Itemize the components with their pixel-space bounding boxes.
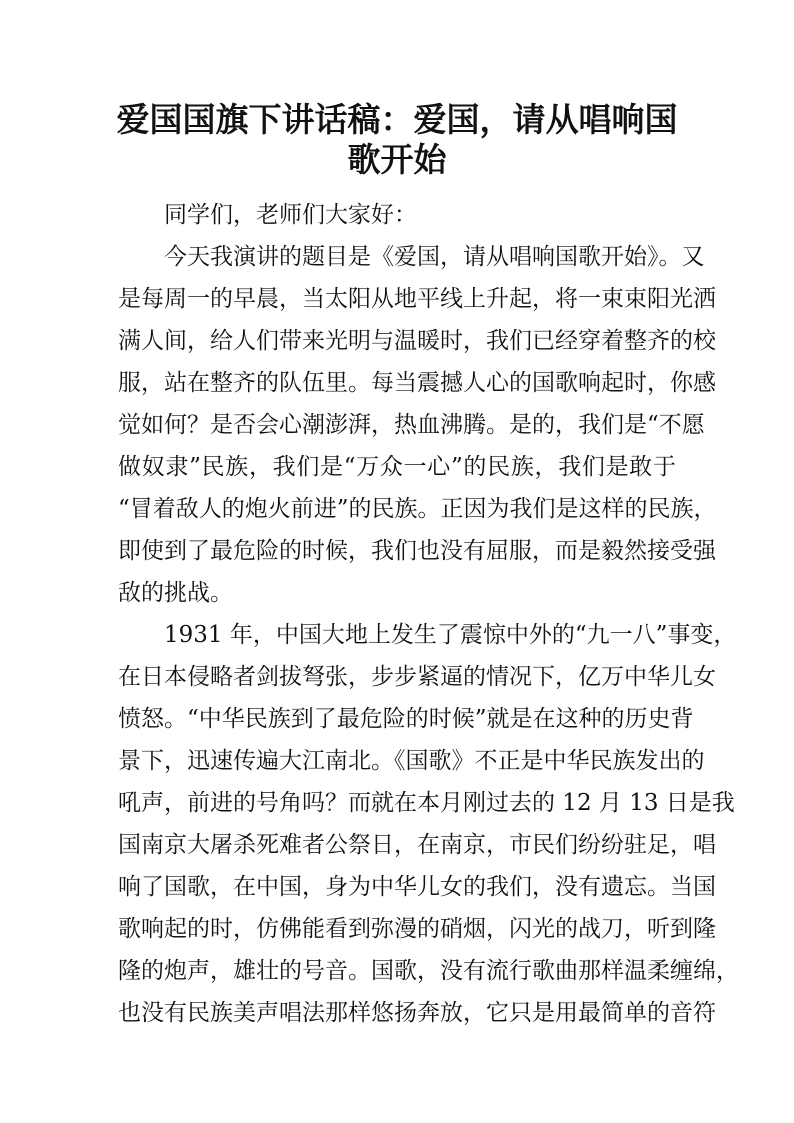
- text-line: 愤怒。“中华民族到了最危险的时候”就是在这种的历史背: [118, 706, 694, 732]
- text-line: 做奴隶”民族，我们是“万众一心”的民族，我们是敢于: [118, 454, 676, 480]
- text-line: 即使到了最危险的时候，我们也没有屈服，而是毅然接受强: [118, 538, 716, 564]
- text-line: 敌的挑战。: [118, 580, 233, 606]
- paragraph: [118, 194, 676, 236]
- text-line: 服，站在整齐的队伍里。每当震撼人心的国歌响起时，你感: [118, 370, 716, 396]
- title-line: 歌开始: [347, 140, 447, 179]
- document-title: [57, 100, 737, 180]
- text-line: 1931 年，中国大地上发生了震惊中外的“九一八”事变，: [164, 622, 737, 648]
- title-line: 爱国国旗下讲话稿：爱国，请从唱响国: [116, 100, 678, 139]
- text-line: 歌响起的时，仿佛能看到弥漫的硝烟，闪光的战刀，听到隆: [118, 916, 716, 942]
- text-line: 景下，迅速传遍大江南北。《国歌》不正是中华民族发出的: [118, 748, 705, 774]
- paragraph: [118, 236, 717, 614]
- text-line: 同学们，老师们大家好：: [164, 202, 417, 228]
- document-body: [118, 194, 739, 1034]
- text-line: 满人间，给人们带来光明与温暖时，我们已经穿着整齐的校: [118, 328, 716, 354]
- text-line: 吼声，前进的号角吗？而就在本月刚过去的 12 月 13 日是我: [118, 790, 735, 816]
- text-line: 也没有民族美声唱法那样悠扬奔放，它只是用最简单的音符: [118, 1000, 716, 1026]
- text-line: 是每周一的早晨，当太阳从地平线上升起，将一束束阳光洒: [118, 286, 716, 312]
- text-line: 国南京大屠杀死难者公祭日，在南京，市民们纷纷驻足，唱: [118, 832, 716, 858]
- text-line: 隆的炮声，雄壮的号音。国歌，没有流行歌曲那样温柔缠绵，: [118, 958, 739, 984]
- text-line: 今天我演讲的题目是《爱国，请从唱响国歌开始》。又: [164, 244, 705, 270]
- text-line: 在日本侵略者剑拔弩张，步步紧逼的情况下，亿万中华儿女: [118, 664, 716, 690]
- text-line: 觉如何？是否会心潮澎湃，热血沸腾。是的，我们是“不愿: [118, 412, 705, 438]
- paragraph: [118, 614, 739, 1034]
- text-line: 响了国歌，在中国，身为中华儿女的我们，没有遗忘。当国: [118, 874, 716, 900]
- text-line: “冒着敌人的炮火前进”的民族。正因为我们是这样的民族，: [118, 496, 717, 522]
